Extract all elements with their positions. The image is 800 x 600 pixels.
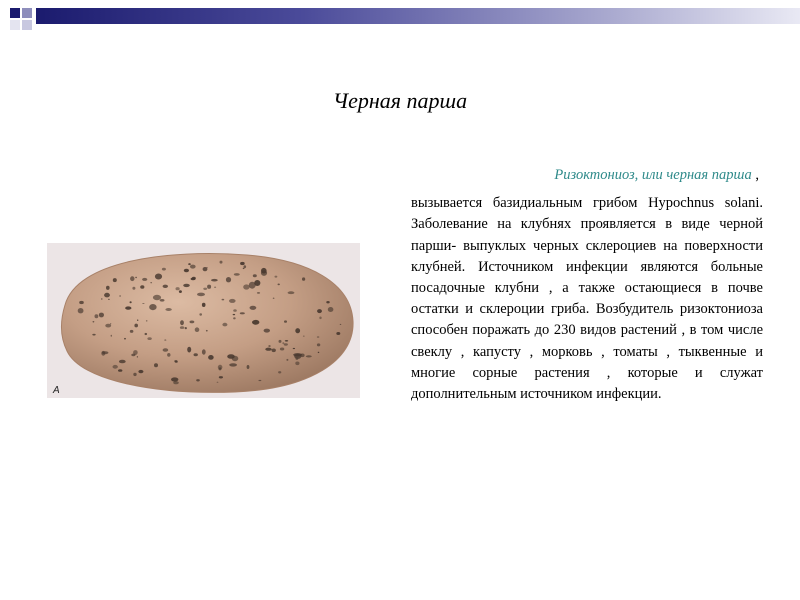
sclerotium-spot bbox=[261, 268, 267, 274]
sclerotium-spot bbox=[130, 301, 132, 303]
sclerotium-spot bbox=[234, 273, 240, 276]
sclerotium-spot bbox=[268, 345, 270, 347]
sclerotium-spot bbox=[102, 351, 108, 354]
sclerotium-spot bbox=[240, 262, 245, 265]
sclerotium-spot bbox=[202, 349, 206, 354]
sclerotium-spot bbox=[105, 324, 111, 328]
sclerotium-spot bbox=[130, 276, 134, 281]
sclerotium-spot bbox=[295, 328, 300, 333]
sclerotium-spot bbox=[233, 309, 237, 312]
sclerotium-spot bbox=[253, 274, 257, 277]
sclerotium-spot bbox=[243, 284, 249, 289]
sclerotium-spot bbox=[196, 379, 200, 381]
sclerotium-spot bbox=[282, 342, 284, 344]
sclerotium-spot bbox=[171, 377, 178, 381]
sclerotium-spot bbox=[214, 287, 216, 288]
sclerotium-spot bbox=[326, 301, 329, 303]
sclerotium-spot bbox=[183, 284, 190, 287]
sclerotium-spot bbox=[219, 376, 223, 378]
sclerotium-spot bbox=[147, 337, 151, 340]
sclerotium-spot bbox=[118, 369, 122, 372]
sclerotium-spot bbox=[240, 312, 245, 314]
sclerotium-spot bbox=[119, 295, 121, 296]
sclerotium-spot bbox=[79, 301, 84, 304]
sclerotium-spot bbox=[163, 285, 168, 288]
sclerotium-spot bbox=[138, 370, 143, 373]
sclerotium-spot bbox=[137, 356, 138, 357]
sclerotium-spot bbox=[174, 360, 177, 362]
sclerotium-spot bbox=[187, 347, 191, 353]
sclerotium-spot bbox=[108, 299, 110, 300]
sclerotium-spot bbox=[124, 338, 126, 340]
term-punctuation: , bbox=[751, 167, 759, 183]
sclerotium-spot bbox=[188, 263, 191, 265]
sclerotium-spot bbox=[132, 287, 135, 290]
sclerotium-spot bbox=[164, 339, 166, 340]
sclerotium-spot bbox=[167, 353, 170, 357]
sclerotium-spot bbox=[275, 276, 278, 278]
sclerotium-spot bbox=[134, 324, 138, 328]
sclerotium-spot bbox=[95, 314, 99, 318]
sclerotium-spot bbox=[222, 299, 225, 301]
sclerotium-spot bbox=[163, 348, 169, 352]
lead-line bbox=[411, 165, 763, 186]
sclerotium-spot bbox=[211, 279, 218, 282]
sclerotium-spot bbox=[142, 278, 147, 281]
sclerotium-spot bbox=[104, 293, 110, 298]
sclerotium-spot bbox=[133, 350, 138, 355]
sclerotium-spot bbox=[250, 306, 257, 310]
sclerotium-spot bbox=[119, 360, 126, 364]
sclerotium-spot bbox=[203, 288, 207, 290]
sclerotium-spot bbox=[317, 309, 322, 313]
sclerotium-spot bbox=[257, 292, 260, 294]
sclerotium-spot bbox=[190, 321, 195, 324]
sclerotium-spot bbox=[101, 298, 102, 299]
sclerotium-spot bbox=[278, 284, 280, 286]
sclerotium-spot bbox=[180, 320, 184, 325]
sclerotium-spot bbox=[243, 268, 245, 269]
sclerotium-spot bbox=[145, 333, 148, 335]
sclerotium-spot bbox=[284, 343, 288, 345]
sclerotium-spot bbox=[319, 317, 321, 320]
sclerotium-spot bbox=[232, 356, 239, 361]
decor-square bbox=[10, 20, 20, 30]
sclerotium-spot bbox=[220, 261, 223, 264]
sclerotium-spot bbox=[272, 349, 276, 353]
sclerotium-spot bbox=[149, 304, 156, 310]
sclerotium-spot bbox=[133, 373, 136, 376]
sclerotium-spot bbox=[111, 335, 112, 337]
sclerotium-spot bbox=[113, 365, 118, 369]
sclerotium-spot bbox=[258, 380, 261, 381]
sclerotium-spot bbox=[165, 308, 171, 311]
sclerotium-spot bbox=[142, 303, 144, 304]
sclerotium-spot bbox=[137, 319, 138, 321]
sclerotium-spot bbox=[317, 336, 320, 338]
sclerotium-spot bbox=[279, 340, 282, 343]
sclerotium-spot bbox=[113, 278, 117, 282]
sclerotium-spot bbox=[150, 282, 152, 283]
sclerotium-spot bbox=[194, 353, 198, 356]
sclerotium-spot bbox=[208, 355, 214, 360]
sclerotium-spot bbox=[140, 285, 144, 289]
sclerotium-spot bbox=[195, 327, 200, 332]
sclerotium-spot bbox=[219, 367, 222, 370]
description-body: вызывается базидиальным грибом Hypochnus solani. Заболевание на клубнях проявляется в виде черной парши- выпуклых черных склероциев на поверхности клубней. Источником инфекции являются больные посадочные клубни , а также остающиеся в почве остатки и склероции гриба. Возбудитель ризоктониоза способен поражать до 230 видов растений , в том числе свеклу , капусту , морковь , томаты , тыквенные и многие сорные растения , которые и служат дополнительным источником инфекции. bbox=[411, 195, 763, 403]
sclerotium-spot bbox=[278, 371, 281, 373]
sclerotium-spot bbox=[328, 307, 334, 312]
sclerotium-spot bbox=[207, 285, 211, 289]
sclerotium-spot bbox=[229, 299, 236, 303]
sclerotium-spot bbox=[306, 355, 312, 357]
sclerotium-spot bbox=[184, 269, 189, 272]
sclerotium-spot bbox=[317, 343, 320, 346]
image-corner-label: А bbox=[53, 385, 60, 396]
sclerotium-spot bbox=[226, 277, 231, 282]
sclerotium-spot bbox=[185, 327, 187, 329]
sclerotium-spot bbox=[285, 340, 288, 342]
sclerotium-spot bbox=[336, 332, 340, 335]
sclerotium-spot bbox=[264, 329, 270, 333]
sclerotium-spot bbox=[280, 348, 284, 351]
sclerotium-spot bbox=[153, 295, 161, 300]
sclerotium-spot bbox=[99, 313, 104, 318]
sclerotium-spot bbox=[106, 286, 110, 290]
sclerotium-spot bbox=[293, 353, 302, 356]
sclerotium-spot bbox=[284, 320, 287, 322]
sclerotium-spot bbox=[78, 308, 84, 313]
sclerotium-spot bbox=[173, 381, 179, 384]
sclerotium-spot bbox=[217, 382, 219, 383]
sclerotium-spot bbox=[146, 320, 148, 321]
description-text bbox=[411, 165, 763, 405]
sclerotium-spot bbox=[179, 290, 182, 293]
sclerotium-spot bbox=[203, 267, 208, 271]
sclerotium-spot bbox=[125, 306, 131, 309]
sclerotium-spot bbox=[130, 330, 134, 333]
sclerotium-spot bbox=[252, 320, 259, 325]
sclerotium-spot bbox=[233, 314, 236, 315]
sclerotium-spot bbox=[296, 357, 299, 360]
sclerotium-spot bbox=[295, 362, 299, 366]
sclerotium-spot bbox=[154, 363, 158, 367]
sclerotium-spot bbox=[233, 317, 236, 319]
sclerotium-spot bbox=[265, 348, 271, 351]
sclerotium-spot bbox=[318, 352, 320, 353]
header-gradient-band bbox=[36, 8, 800, 24]
sclerotium-spot bbox=[93, 321, 95, 322]
sclerotium-spot bbox=[206, 330, 208, 332]
potato-tuber bbox=[62, 254, 354, 393]
sclerotium-spot bbox=[244, 265, 247, 268]
decor-square bbox=[22, 8, 32, 18]
sclerotium-spot bbox=[92, 334, 95, 336]
sclerotium-spot bbox=[302, 277, 305, 280]
sclerotium-spot bbox=[229, 363, 237, 366]
decor-square bbox=[22, 20, 32, 30]
sclerotium-spot bbox=[197, 293, 205, 297]
sclerotium-spot bbox=[135, 277, 137, 278]
sclerotium-spot bbox=[273, 298, 275, 299]
sclerotium-spot bbox=[286, 359, 288, 361]
sclerotium-spot bbox=[249, 282, 256, 289]
sclerotium-spot bbox=[199, 313, 202, 315]
sclerotium-spot bbox=[191, 278, 196, 281]
sclerotium-spot bbox=[162, 268, 166, 271]
sclerotium-spot bbox=[180, 326, 184, 329]
sclerotium-spot bbox=[303, 336, 305, 337]
sclerotium-spot bbox=[190, 265, 196, 269]
sclerotium-spot bbox=[176, 287, 180, 290]
disease-term: Ризоктониоз, или черная парша bbox=[554, 167, 752, 183]
sclerotium-spot bbox=[247, 365, 250, 369]
sclerotium-spot bbox=[288, 291, 295, 294]
slide-title: Черная парша bbox=[332, 88, 468, 113]
sclerotium-spot bbox=[160, 299, 165, 302]
sclerotium-spot bbox=[340, 324, 342, 325]
sclerotium-spot bbox=[293, 348, 295, 349]
decor-square bbox=[10, 8, 20, 18]
sclerotium-spot bbox=[202, 303, 206, 307]
potato-image bbox=[47, 243, 360, 398]
sclerotium-spot bbox=[155, 274, 162, 280]
sclerotium-spot bbox=[222, 323, 227, 327]
